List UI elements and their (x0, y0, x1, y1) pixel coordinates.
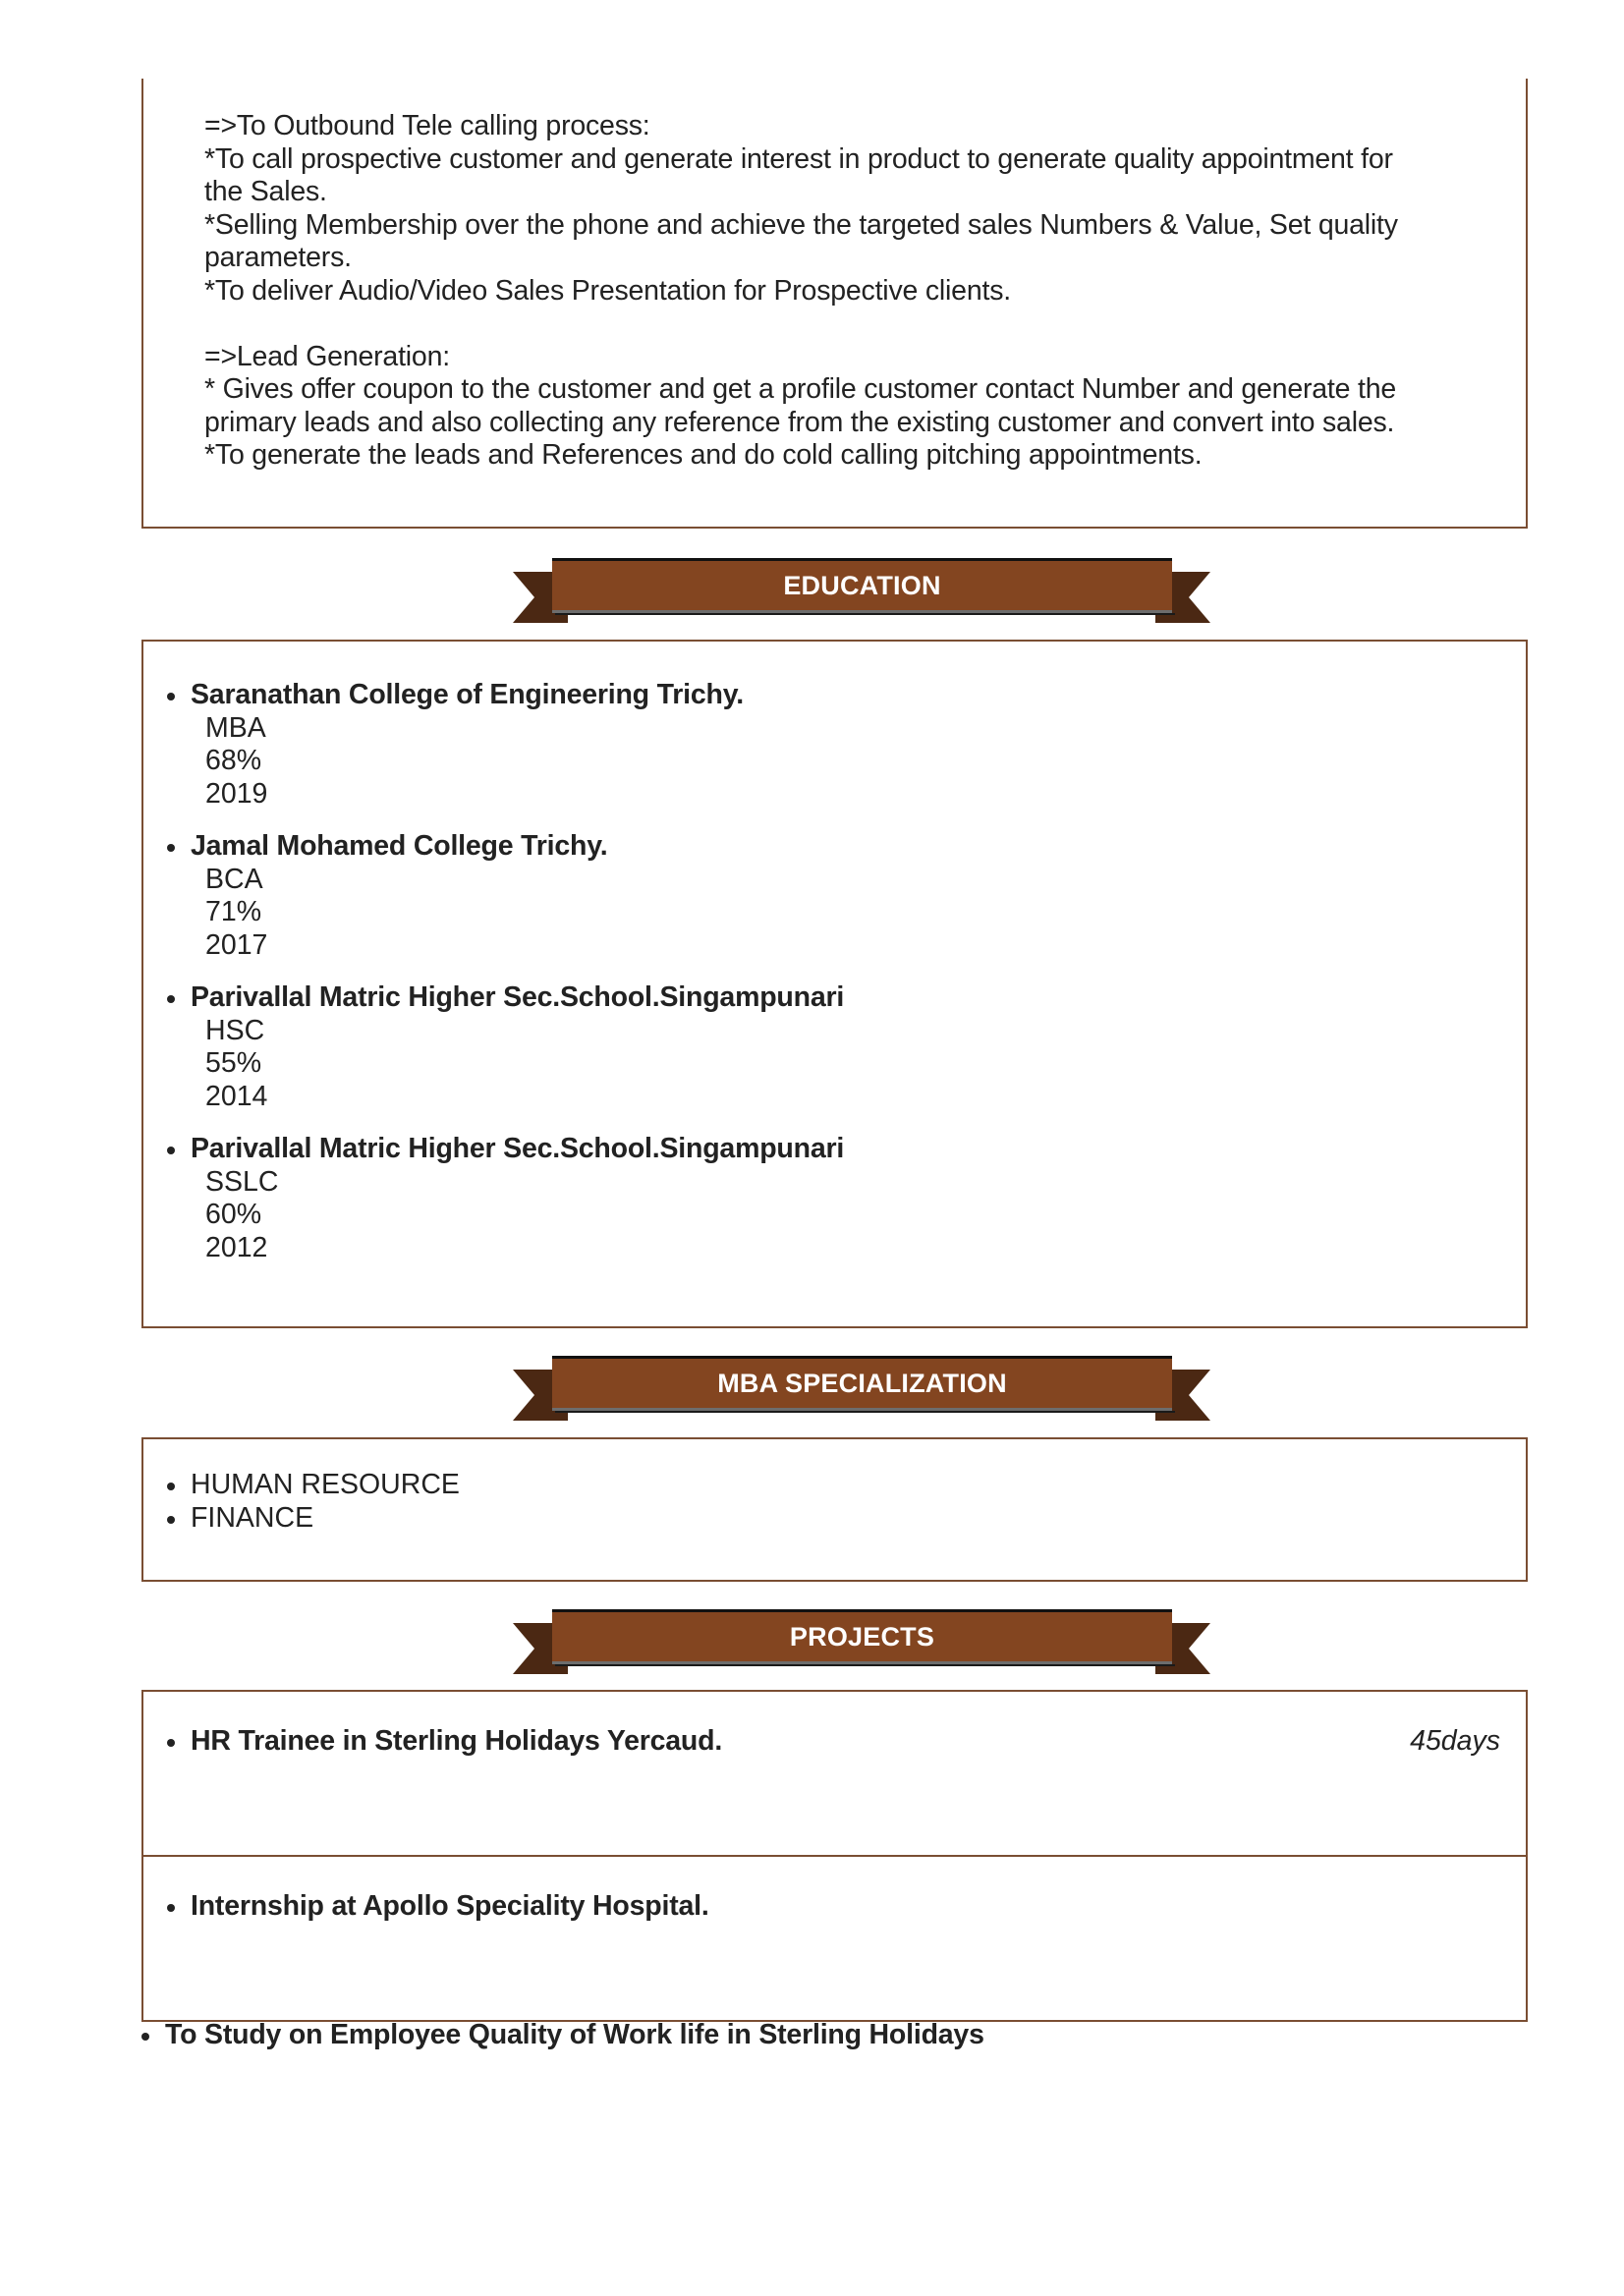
experience-line: * Gives offer coupon to the customer and get a profile customer contact Number and generate the (204, 373, 1397, 405)
section-heading: EDUCATION (783, 571, 941, 600)
project-card (141, 1855, 1528, 2022)
year: 2019 (205, 777, 268, 810)
bullet-icon (167, 995, 175, 1003)
experience-line: *Selling Membership over the phone and achieve the targeted sales Numbers & Value, Set quality (204, 208, 1398, 241)
section-heading: MBA SPECIALIZATION (717, 1369, 1007, 1398)
spacer (204, 308, 1477, 341)
education-item (165, 981, 1506, 1113)
bullet-icon (167, 1147, 175, 1154)
projects-ribbon (513, 1609, 1210, 1674)
specialization-list (165, 1469, 460, 1535)
bullet-icon (167, 1516, 175, 1524)
institution-name: Saranathan College of Engineering Trichy. (191, 679, 744, 710)
experience-line: *To call prospective customer and generate interest in product to generate quality appointment for (204, 142, 1393, 175)
specialization-section (141, 1437, 1528, 1582)
project-card (141, 1690, 1528, 1857)
specialization-label: FINANCE (191, 1501, 314, 1534)
degree: SSLC (205, 1165, 279, 1198)
specialization-item (165, 1502, 460, 1536)
institution-name: Parivallal Matric Higher Sec.School.Singampunari (191, 1133, 845, 1164)
bullet-icon (167, 1739, 175, 1747)
degree: MBA (205, 711, 266, 744)
experience-line: *To deliver Audio/Video Sales Presentation for Prospective clients. (204, 274, 1011, 307)
specialization-ribbon (513, 1356, 1210, 1421)
degree: HSC (205, 1014, 265, 1046)
experience-line: primary leads and also collecting any reference from the existing customer and convert into sales. (204, 406, 1395, 438)
score: 60% (205, 1199, 262, 1230)
year: 2012 (205, 1231, 268, 1263)
project-row (165, 1725, 1500, 1759)
bullet-icon (141, 2033, 149, 2041)
project-title (165, 1725, 722, 1759)
experience-line: the Sales. (204, 176, 327, 207)
project-duration: 45days (1410, 1725, 1500, 1757)
experience-line: =>To Outbound Tele calling process: (204, 110, 650, 141)
experience-text (204, 110, 1477, 473)
institution-name: Parivallal Matric Higher Sec.School.Singampunari (191, 981, 845, 1013)
education-ribbon (513, 558, 1210, 623)
project-title-text: Internship at Apollo Speciality Hospital. (191, 1890, 709, 1922)
education-item (165, 830, 1506, 962)
bullet-icon (167, 1483, 175, 1490)
specialization-item (165, 1469, 460, 1502)
experience-section (141, 79, 1528, 529)
score: 71% (205, 896, 262, 927)
experience-line: =>Lead Generation: (204, 340, 450, 372)
bullet-icon (167, 844, 175, 852)
project-title-text: HR Trainee in Sterling Holidays Yercaud. (191, 1725, 723, 1757)
education-item (165, 1133, 1506, 1264)
project-extra-item (141, 2019, 984, 2052)
education-section (141, 640, 1528, 1328)
section-heading: PROJECTS (789, 1622, 935, 1652)
education-item (165, 679, 1506, 811)
experience-line: parameters. (204, 242, 352, 273)
institution-name: Jamal Mohamed College Trichy. (191, 830, 608, 862)
bullet-icon (167, 1904, 175, 1912)
score: 68% (205, 745, 262, 776)
degree: BCA (205, 863, 263, 895)
experience-line: *To generate the leads and References and do cold calling pitching appointments. (204, 439, 1203, 471)
project-row (165, 1890, 1500, 1924)
project-extra-text: To Study on Employee Quality of Work life in Sterling Holidays (165, 2019, 984, 2050)
bullet-icon (167, 693, 175, 700)
education-list (165, 679, 1506, 1284)
project-title (165, 1890, 709, 1924)
year: 2017 (205, 928, 268, 961)
year: 2014 (205, 1080, 268, 1112)
specialization-label: HUMAN RESOURCE (191, 1469, 460, 1500)
score: 55% (205, 1047, 262, 1079)
